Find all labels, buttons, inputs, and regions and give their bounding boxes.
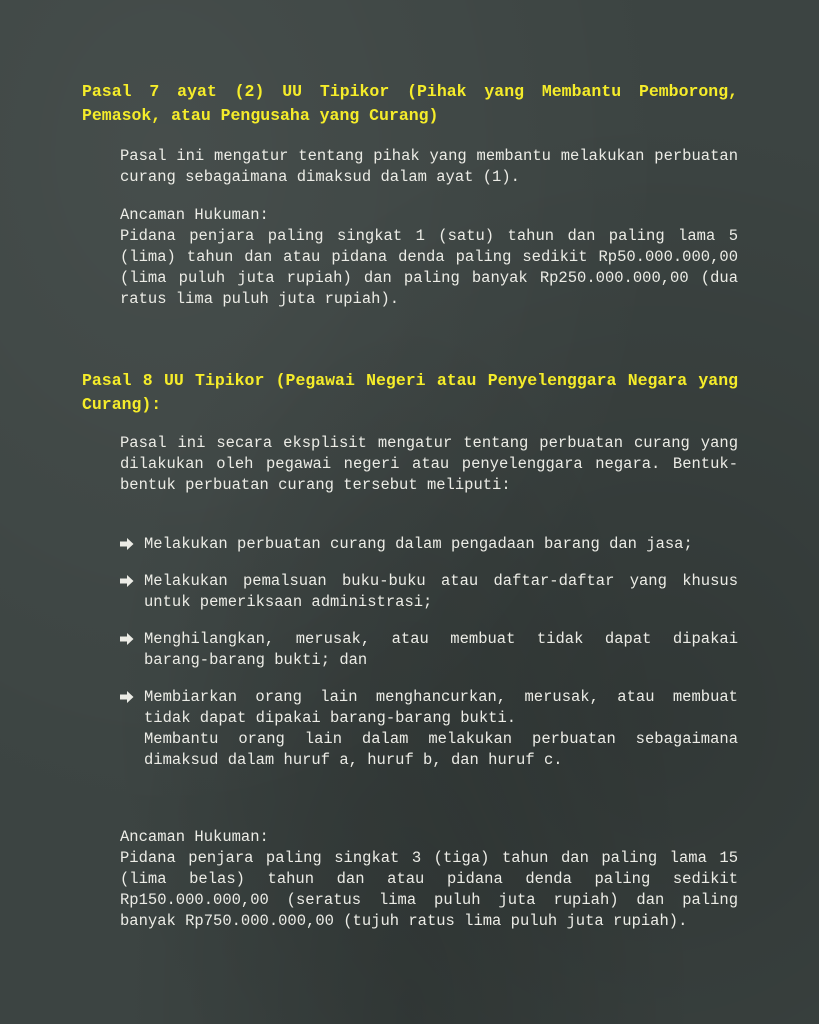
- list-item-text: Melakukan pemalsuan buku-buku atau daftar-daftar yang khusus untuk pemeriksaan administrasi;: [144, 572, 738, 611]
- section1-penalty: [120, 205, 738, 310]
- section2-penalty-text: Pidana penjara paling singkat 3 (tiga) tahun dan paling lama 15 (lima belas) tahun dan atau pidana denda paling sedikit Rp150.000.000,00 (seratus lima puluh juta rupiah) dan paling banyak Rp750.000.000,00 (tujuh ratus lima puluh juta rupiah).: [120, 849, 738, 930]
- arrow-right-icon: [120, 574, 134, 588]
- section2-list: [120, 534, 738, 787]
- list-item: [120, 534, 738, 555]
- section1-penalty-label: Ancaman Hukuman:: [120, 206, 269, 224]
- section2-penalty-label: Ancaman Hukuman:: [120, 828, 269, 846]
- arrow-right-icon: [120, 690, 134, 704]
- section2-paragraph: Pasal ini secara eksplisit mengatur tentang perbuatan curang yang dilakukan oleh pegawai negeri atau penyelenggara negara. Bentuk-bentuk perbuatan curang tersebut meliputi:: [120, 434, 738, 494]
- list-item-text: Membiarkan orang lain menghancurkan, merusak, atau membuat tidak dapat dipakai barang-barang bukti.: [144, 688, 738, 727]
- section2-heading: Pasal 8 UU Tipikor (Pegawai Negeri atau Penyelenggara Negara yang Curang):: [82, 371, 738, 414]
- arrow-right-icon: [120, 537, 134, 551]
- arrow-right-icon: [120, 632, 134, 646]
- section2-penalty: [120, 827, 738, 932]
- section1-penalty-text: Pidana penjara paling singkat 1 (satu) tahun dan paling lama 5 (lima) tahun dan atau pidana denda paling sedikit Rp50.000.000,00 (lima puluh juta rupiah) dan paling banyak Rp250.000.000,00 (dua ratus lima puluh juta rupiah).: [120, 227, 738, 308]
- section1-heading: Pasal 7 ayat (2) UU Tipikor (Pihak yang Membantu Pemborong, Pemasok, atau Pengusaha yang Curang): [82, 82, 738, 125]
- list-item-text: Menghilangkan, merusak, atau membuat tidak dapat dipakai barang-barang bukti; dan: [144, 630, 738, 669]
- list-item: [120, 629, 738, 671]
- list-item-text: Melakukan perbuatan curang dalam pengadaan barang dan jasa;: [144, 535, 693, 553]
- list-item: [120, 571, 738, 613]
- list-item-extra-text: Membantu orang lain dalam melakukan perbuatan sebagaimana dimaksud dalam huruf a, huruf b, dan huruf c.: [144, 730, 738, 769]
- section1-paragraph: Pasal ini mengatur tentang pihak yang membantu melakukan perbuatan curang sebagaimana dimaksud dalam ayat (1).: [120, 147, 738, 186]
- list-item: [120, 687, 738, 771]
